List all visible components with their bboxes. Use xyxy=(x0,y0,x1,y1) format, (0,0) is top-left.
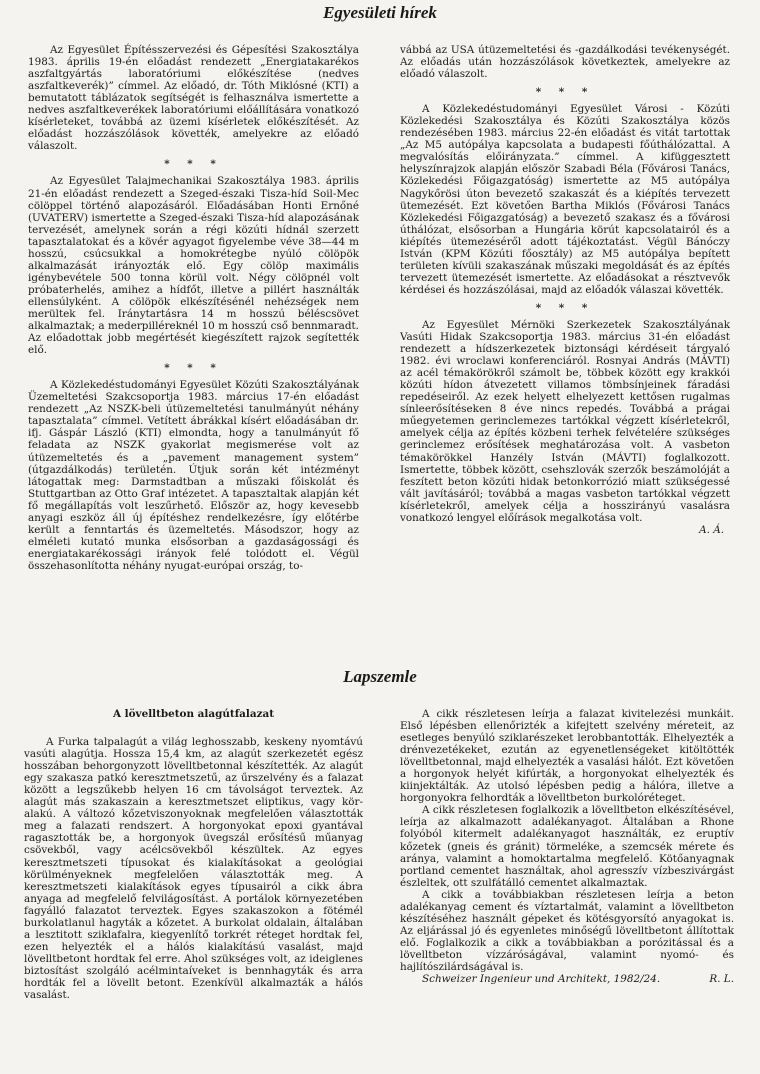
separator-stars: * * * xyxy=(164,362,223,375)
source-line xyxy=(400,973,734,985)
news-right-column xyxy=(400,44,730,536)
review-left-column xyxy=(24,708,363,1001)
news-paragraph: A Közlekedéstudományi Egyesület Városi - Közúti Közlekedési Szakosztálya és Közúti Szakosztálya közös rendezésében 1983. március 22-én előadást és vitát tartottak „Az M5 autópálya kapcsolata a budapesti főúthálózattal. A megvalósítás előirányzata.” címmel. A kifüggesztett helyszínrajzok alapján először Szabadi Béla (Fővárosi Tanács, Közlekedési Főigazgatóság) ismertette az M5 autópálya Nagykőrösi úton bevezető szakaszát és a kiépítés tervezett ütemezését. Ezt követően Bartha Miklós (Fővárosi Tanács Közlekedési Főigazgatóság) a bevezető szakasz és a fővárosi úthálózat, elsősorban a Hungária körút kapcsolatairól és a kiépítés ütemezéséről adott tájékoztatást. Végül Bánóczy István (KPM Közúti főosztály) az M5 autópálya bepített területen kívüli szakaszának műszaki megoldását és az építés tervezett ütemezését ismertette. Az előadásokat a résztvevők kérdései és hozzászólásai, majd az előadók válaszai követték. xyxy=(400,103,730,296)
review-paragraph: A Furka talpalagút a világ leghosszabb, keskeny nyomtávú vasúti alagútja. Hossza 15,4 km, az alagút szerkezetét egész hosszában behorgonyzott lövelltbetonnal készítették. Az alagút egy szakasza patkó keresztmetszetű, az űrszelvény és a falazat között a legszűkebb helyen 16 cm távolságot terveztek. Az alagút más szakaszain a keresztmetszet eliptikus, vagy kör-alakú. A változó kőzetviszonyoknak megfelelően választották meg a falazati rendszert. A horgonyokat epoxi gyantával ragasztották be, a horgonyok üvegszál erősítésű műanyag csövekből, vagy acélcsövekből készültek. Az egyes keresztmetszeti típusokat és kialakításokat a geológiai körülményeknek megfelelően választották meg. A keresztmetszeti kialakítások egyes típusairól a cikk ábra anyaga ad megfelelő felvilágosítást. A portálok környezetében fagyálló falazatot terveztek. Egyes szakaszokon a fötémél burkolatlanul hagyták a kőzetet. A burkolat oldalain, általában a lesztitott sziklafalra, kiegyenlítő torkrét réteget hordtak fel, ezen helyezték el a hálós kialakítású vasalást, majd lövelltbetont hordtak fel erre. Ahol szükséges volt, az ideiglenes biztosítást szolgáló acélmintaíveket is bennhagyták és arra hordták fel a lövellt betont. Ezenkívül alkalmazták a hálós vasalást. xyxy=(24,736,363,1002)
news-paragraph: Az Egyesület Mérnöki Szerkezetek Szakosztályának Vasúti Hidak Szakcsoportja 1983. március 31-én előadást rendezett a hídszerkezetek biztonsági kérdéseit tárgyaló 1982. évi wroclawi konferenciáról. Rosnyai András (MÁVTI) az acél témakörökről számolt be, többek között egy krakkói közúti hídon átvezetett villamos tömbsínjeinek fáradási repedéseiről. Az ezek helyett elhelyezett kettősen rugalmas sínleerősítéseken 8 éve nincs repedés. Továbbá a prágai műegyetemen gerinclemezes tartókkal végzett kísérletekről, amelyek célja az építés közbeni terhek felvételére szükséges gerinclemez erősítések meghatározása volt. A vasbeton témakörökkel Hanzély István (MÁVTI) foglalkozott. Ismertette, többek között, csehszlovák szerzők beszámolóját a feszített beton közúti hidak betonkorrózió miatt szükségessé vált javításáról; továbbá a magas vasbeton tartókkal végzett kísérletekről, amelyek célja a hosszirányú vasalásra vonatkozó lengyel előírások megalkotása volt. xyxy=(400,318,730,524)
review-right-column xyxy=(400,708,734,985)
separator-stars: * * * xyxy=(535,86,595,99)
article-heading: A lövelltbeton alagútfalazat xyxy=(112,708,275,720)
review-paragraph: A cikk a továbbiakban részletesen leírja a beton adalékanyag cement és víztartalmát, valamint a lövelltbeton készítéséhez használt gépeket és kötésgyorsító anyagokat is. Az eljárással jó és egyenletes minőségű lövelltbetont állítottak elő. Foglalkozik a cikk a továbbiakban a porózitással és a lövelltbeton vízzáróságával, valamint nyomó- és hajlítószilárdságával is. xyxy=(400,888,734,973)
separator-stars: * * * xyxy=(535,301,595,314)
separator-stars: * * * xyxy=(164,158,223,171)
news-paragraph: Az Egyesület Talajmechanikai Szakosztálya 1983. április 21-én előadást rendezett a Szeged-északi Tisza-híd Soil-Mec cölöppel történő alapozásáról. Előadásában Honti Ernőné (UVATERV) ismertette a Szeged-északi Tisza-híd alapozásának tervezését, amelynek során a régi közúti hídnál szerzett tapasztalatokat és a kövér agyagot figyelembe véve 38—44 m hosszú, csúcsukkal a homokrétegbe nyúló cölöpök alkalmazását irányozták elő. Egy cölöp maximális igénybevétele 500 tonna körül volt. Négy cölöpnél volt próbaterhelés, amihez a hídfőt, illetve a pillért használták ellensúlyként. A cölöpök elkészítésénél nehézségek nem merültek fel. Iránytartásra 14 m hosszú béléscsövet alkalmaztak; a mederpilléreknél 10 m hosszú cső bennmaradt. Az előadottak jobb megértését kiegészített rajzok segítették elő. xyxy=(28,175,359,357)
review-paragraph: A cikk részletesen leírja a falazat kivitelezési munkáit. Első lépésben ellenőrizték a kifejtett szelvény méreteit, az esetleges benyúló sziklarészeket lerobbantották. Elhelyezték a drénvezetékeket, ezután az egyenetlenségeket kitöltötték lövelltbetonnal, majd elhelyezték a vasalási hálót. Ezt követően a horgonyok helyét kifúrták, a horgonyokat elhelyezték és kiinjektálták. Az utolsó lépésben pedig a hálóra, illetve a horgonyokra felhordták a lövelltbeton burkolóréteget. xyxy=(400,708,734,805)
signature: R. L. xyxy=(709,973,734,986)
section-title-review: Lapszemle xyxy=(343,667,417,686)
signature: A. Á. xyxy=(699,523,724,536)
section-title-news: Egyesületi hírek xyxy=(323,3,437,22)
review-paragraph: A cikk részletesen foglalkozik a lövelltbeton elkészítésével, leírja az alkalmazott adalékanyagot. Általában a Rhone folyóból kitermelt adalékanyagot használták, ez eruptív kőzetek (gneis és gránit) törmeléke, a szemcsék mérete és aránya, valamint a homoktartalma megfelelő. Kötőanyagnak portland cementet használtak, ahol agresszív vízbeszivárgást észleltek, ott szulfátálló cementet alkalmaztak. xyxy=(400,804,734,889)
news-paragraph: Az Egyesület Építésszervezési és Gépesítési Szakosztálya 1983. április 19-én előadást rendezett „Energiatakarékos aszfaltgyártás laboratóriumi előkészítése (nedves aszfaltkeverék)” címmel. Az előadó, dr. Tóth Miklósné (KTI) a bemutatott táblázatok segítségét is felhasználva ismertette a nedves aszfaltkeverékek laboratóriumi előállítására vonatkozó kísérleteket, továbbá az üzemi kísérletek előkészítését. Az előadást hozzászólások követték, amelyekre az előadó válaszolt. xyxy=(28,44,359,153)
news-paragraph: vábbá az USA útüzemeltetési és -gazdálkodási tevékenységét. Az előadás után hozzászólások következtek, amelyekre az előadó válaszolt. xyxy=(400,44,730,81)
news-paragraph: A Közlekedéstudományi Egyesület Közúti Szakosztályának Üzemeltetési Szakcsoportja 1983. március 17-én előadást rendezett „Az NSZK-beli útüzemeltetési tanulmányút néhány tapasztalata” címmel. Vetített ábrákkal kísért előadásában dr. ifj. Gáspár László (KTI) elmondta, hogy a tanulmányút fő feladata az NSZK gyakorlat megismerése volt az útüzemeltetés és a „pavement management system” (útgazdálkodás) területén. Útjuk során két intézményt látogattak meg: Darmstadtban a műszaki főiskolát és Stuttgartban az Otto Graf intézetet. A tapasztaltak alapján két fő megállapítás volt leszűrhető. Először az, hogy kevesebb anyagi eszköz áll új építéshez rendelkezésre, így előtérbe került a fenntartás és üzemeltetés. Másodszor, hogy az elméleti kutató munka elsősorban a gazdaságossági és energiatakarékossági irányok felé tolódott el. Végül összehasonlította néhány nyugat-európai ország, to- xyxy=(28,379,359,572)
news-left-column xyxy=(28,44,359,572)
source-citation: Schweizer Ingenieur und Architekt, 1982/24. xyxy=(422,973,661,986)
